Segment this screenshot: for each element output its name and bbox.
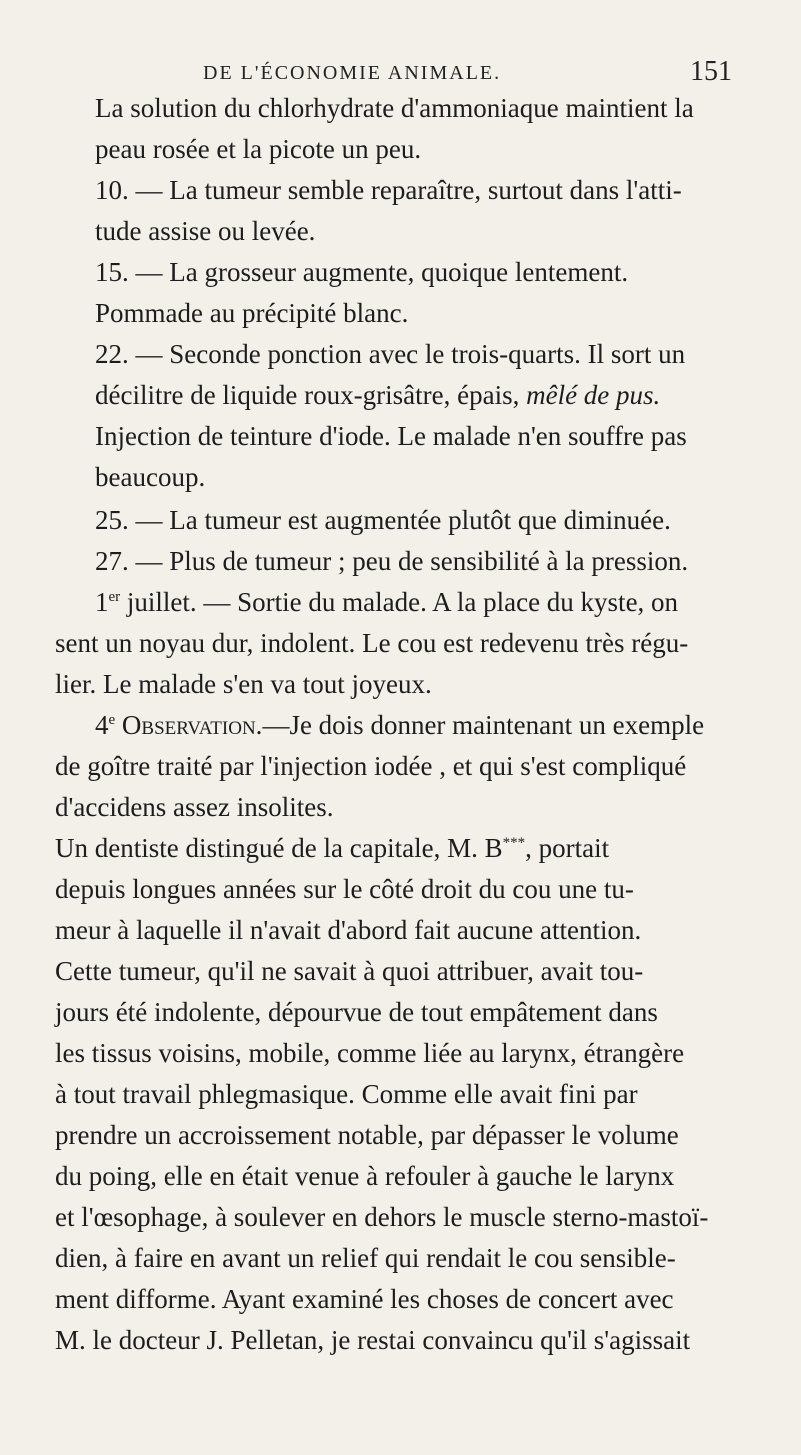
text-line: 27. — Plus de tumeur ; peu de sensibilité à la pression. xyxy=(95,546,689,576)
running-title: DE L'ÉCONOMIE ANIMALE. xyxy=(203,62,502,84)
text-line: 25. — La tumeur est augmentée plutôt que diminuée. xyxy=(95,505,671,535)
text-line: depuis longues années sur le côté droit du cou une tu- xyxy=(55,874,634,904)
text-line: tude assise ou levée. xyxy=(95,216,316,246)
text-line: Cette tumeur, qu'il ne savait à quoi attribuer, avait tou- xyxy=(55,956,644,986)
text-line: sent un noyau dur, indolent. Le cou est redevenu très régu- xyxy=(55,628,689,658)
text-line: meur à laquelle il n'avait d'abord fait aucune attention. xyxy=(55,915,642,945)
text-line: décilitre de liquide roux-grisâtre, épais, mêlé de pus. xyxy=(95,380,661,410)
text-line: Injection de teinture d'iode. Le malade n'en souffre pas xyxy=(95,421,687,451)
text-line: La solution du chlorhydrate d'ammoniaque maintient la xyxy=(95,93,694,123)
page-number: 151 xyxy=(690,56,732,87)
text-line: ment difforme. Ayant examiné les choses de concert avec xyxy=(55,1284,674,1314)
text-line: du poing, elle en était venue à refouler à gauche le larynx xyxy=(55,1161,675,1191)
text-line: 22. — Seconde ponction avec le trois-quarts. Il sort un xyxy=(95,339,686,369)
text-line: peau rosée et la picote un peu. xyxy=(95,134,422,164)
text-line: M. le docteur J. Pelletan, je restai convaincu qu'il s'agissait xyxy=(55,1325,691,1355)
text-line: d'accidens assez insolites. xyxy=(55,792,334,822)
text-line: Pommade au précipité blanc. xyxy=(95,298,409,328)
text-line: lier. Le malade s'en va tout joyeux. xyxy=(55,669,432,699)
text-line: Un dentiste distingué de la capitale, M. B***, portait xyxy=(55,833,610,863)
text-line: 10. — La tumeur semble reparaître, surtout dans l'atti- xyxy=(95,175,682,205)
text-line: 15. — La grosseur augmente, quoique lentement. xyxy=(95,257,629,287)
text-line: dien, à faire en avant un relief qui rendait le cou sensible- xyxy=(55,1243,676,1273)
text-line: 1er juillet. — Sortie du malade. A la place du kyste, on xyxy=(95,587,679,617)
text-line: de goître traité par l'injection iodée , et qui s'est compliqué xyxy=(55,751,687,781)
text-line: jours été indolente, dépourvue de tout empâtement dans xyxy=(55,997,658,1027)
text-line: à tout travail phlegmasique. Comme elle avait fini par xyxy=(55,1079,638,1109)
text-line: et l'œsophage, à soulever en dehors le muscle sterno-mastoï- xyxy=(55,1202,709,1232)
text-line: beaucoup. xyxy=(95,462,206,492)
running-head xyxy=(0,52,801,92)
text-line: prendre un accroissement notable, par dépasser le volume xyxy=(55,1120,679,1150)
text-line: les tissus voisins, mobile, comme liée au larynx, étrangère xyxy=(55,1038,685,1068)
text-line: 4e Observation.—Je dois donner maintenant un exemple xyxy=(95,710,705,740)
